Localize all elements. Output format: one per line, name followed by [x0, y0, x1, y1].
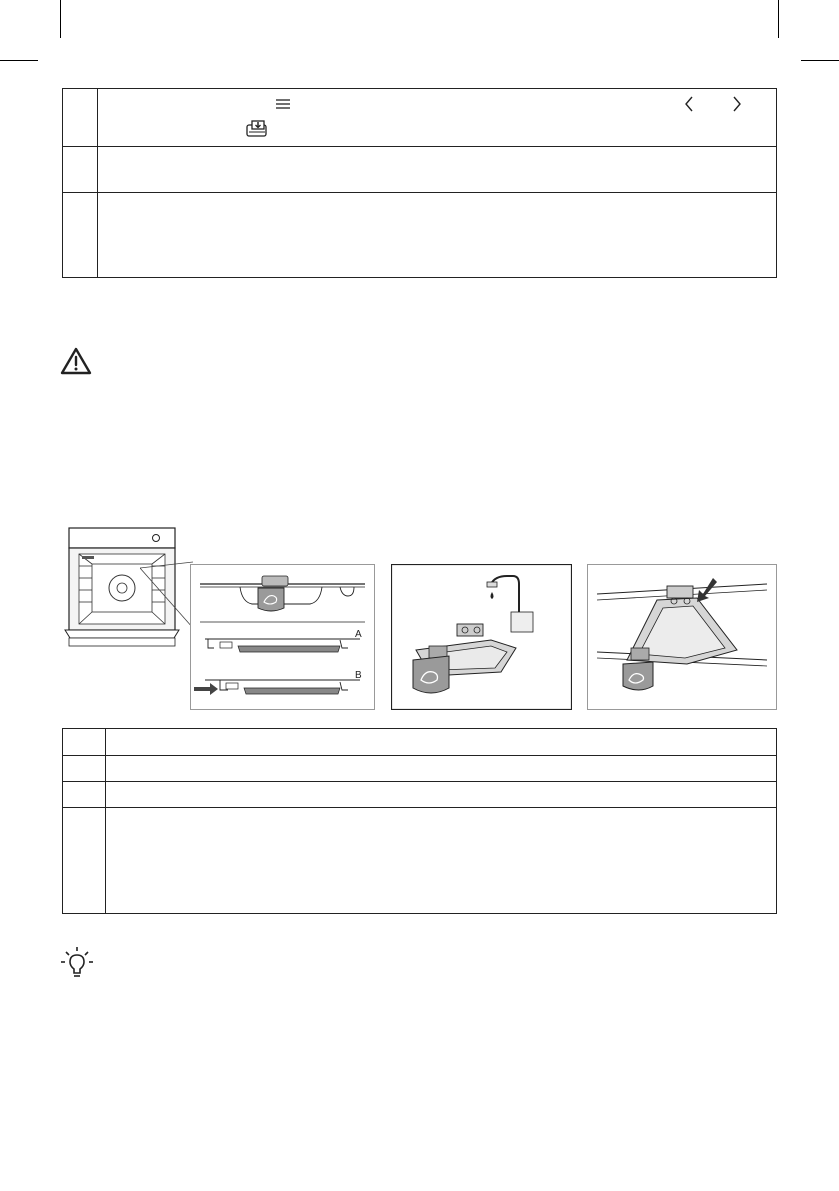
table-row: [63, 192, 776, 277]
zoom-lines: [140, 560, 195, 630]
step-number: [63, 782, 106, 807]
step-number: [63, 147, 98, 192]
table-row: [63, 755, 776, 781]
tray-insert-illustration: [587, 564, 777, 710]
tray-rinse-illustration: [391, 564, 572, 710]
step-number: [63, 808, 106, 913]
step-number: [63, 756, 106, 781]
label-a: A: [355, 629, 362, 640]
steam-tray-icon: [245, 119, 269, 139]
crop-mark-top-left-horizontal: [0, 60, 38, 61]
step-number: [63, 729, 106, 755]
label-b: B: [355, 670, 362, 681]
menu-icon: [275, 98, 291, 110]
table-row: [63, 729, 776, 755]
steps-table-2: [62, 728, 777, 914]
table-row: [63, 146, 776, 192]
crop-mark-top-right-horizontal: [801, 60, 839, 61]
table-row: [63, 807, 776, 913]
chevron-left-icon: [683, 95, 695, 113]
steps-table-1: [62, 88, 777, 278]
crop-mark-top-left-vertical: [60, 0, 61, 38]
step-number: [63, 193, 98, 277]
table-row: [63, 781, 776, 807]
chevron-right-icon: [731, 95, 743, 113]
warning-triangle-icon: [60, 346, 92, 376]
light-bulb-icon: [60, 946, 94, 980]
crop-mark-top-right-vertical: [778, 0, 779, 38]
tray-position-illustration: [190, 564, 375, 710]
step-number: [63, 89, 98, 146]
table-row: [63, 89, 776, 146]
